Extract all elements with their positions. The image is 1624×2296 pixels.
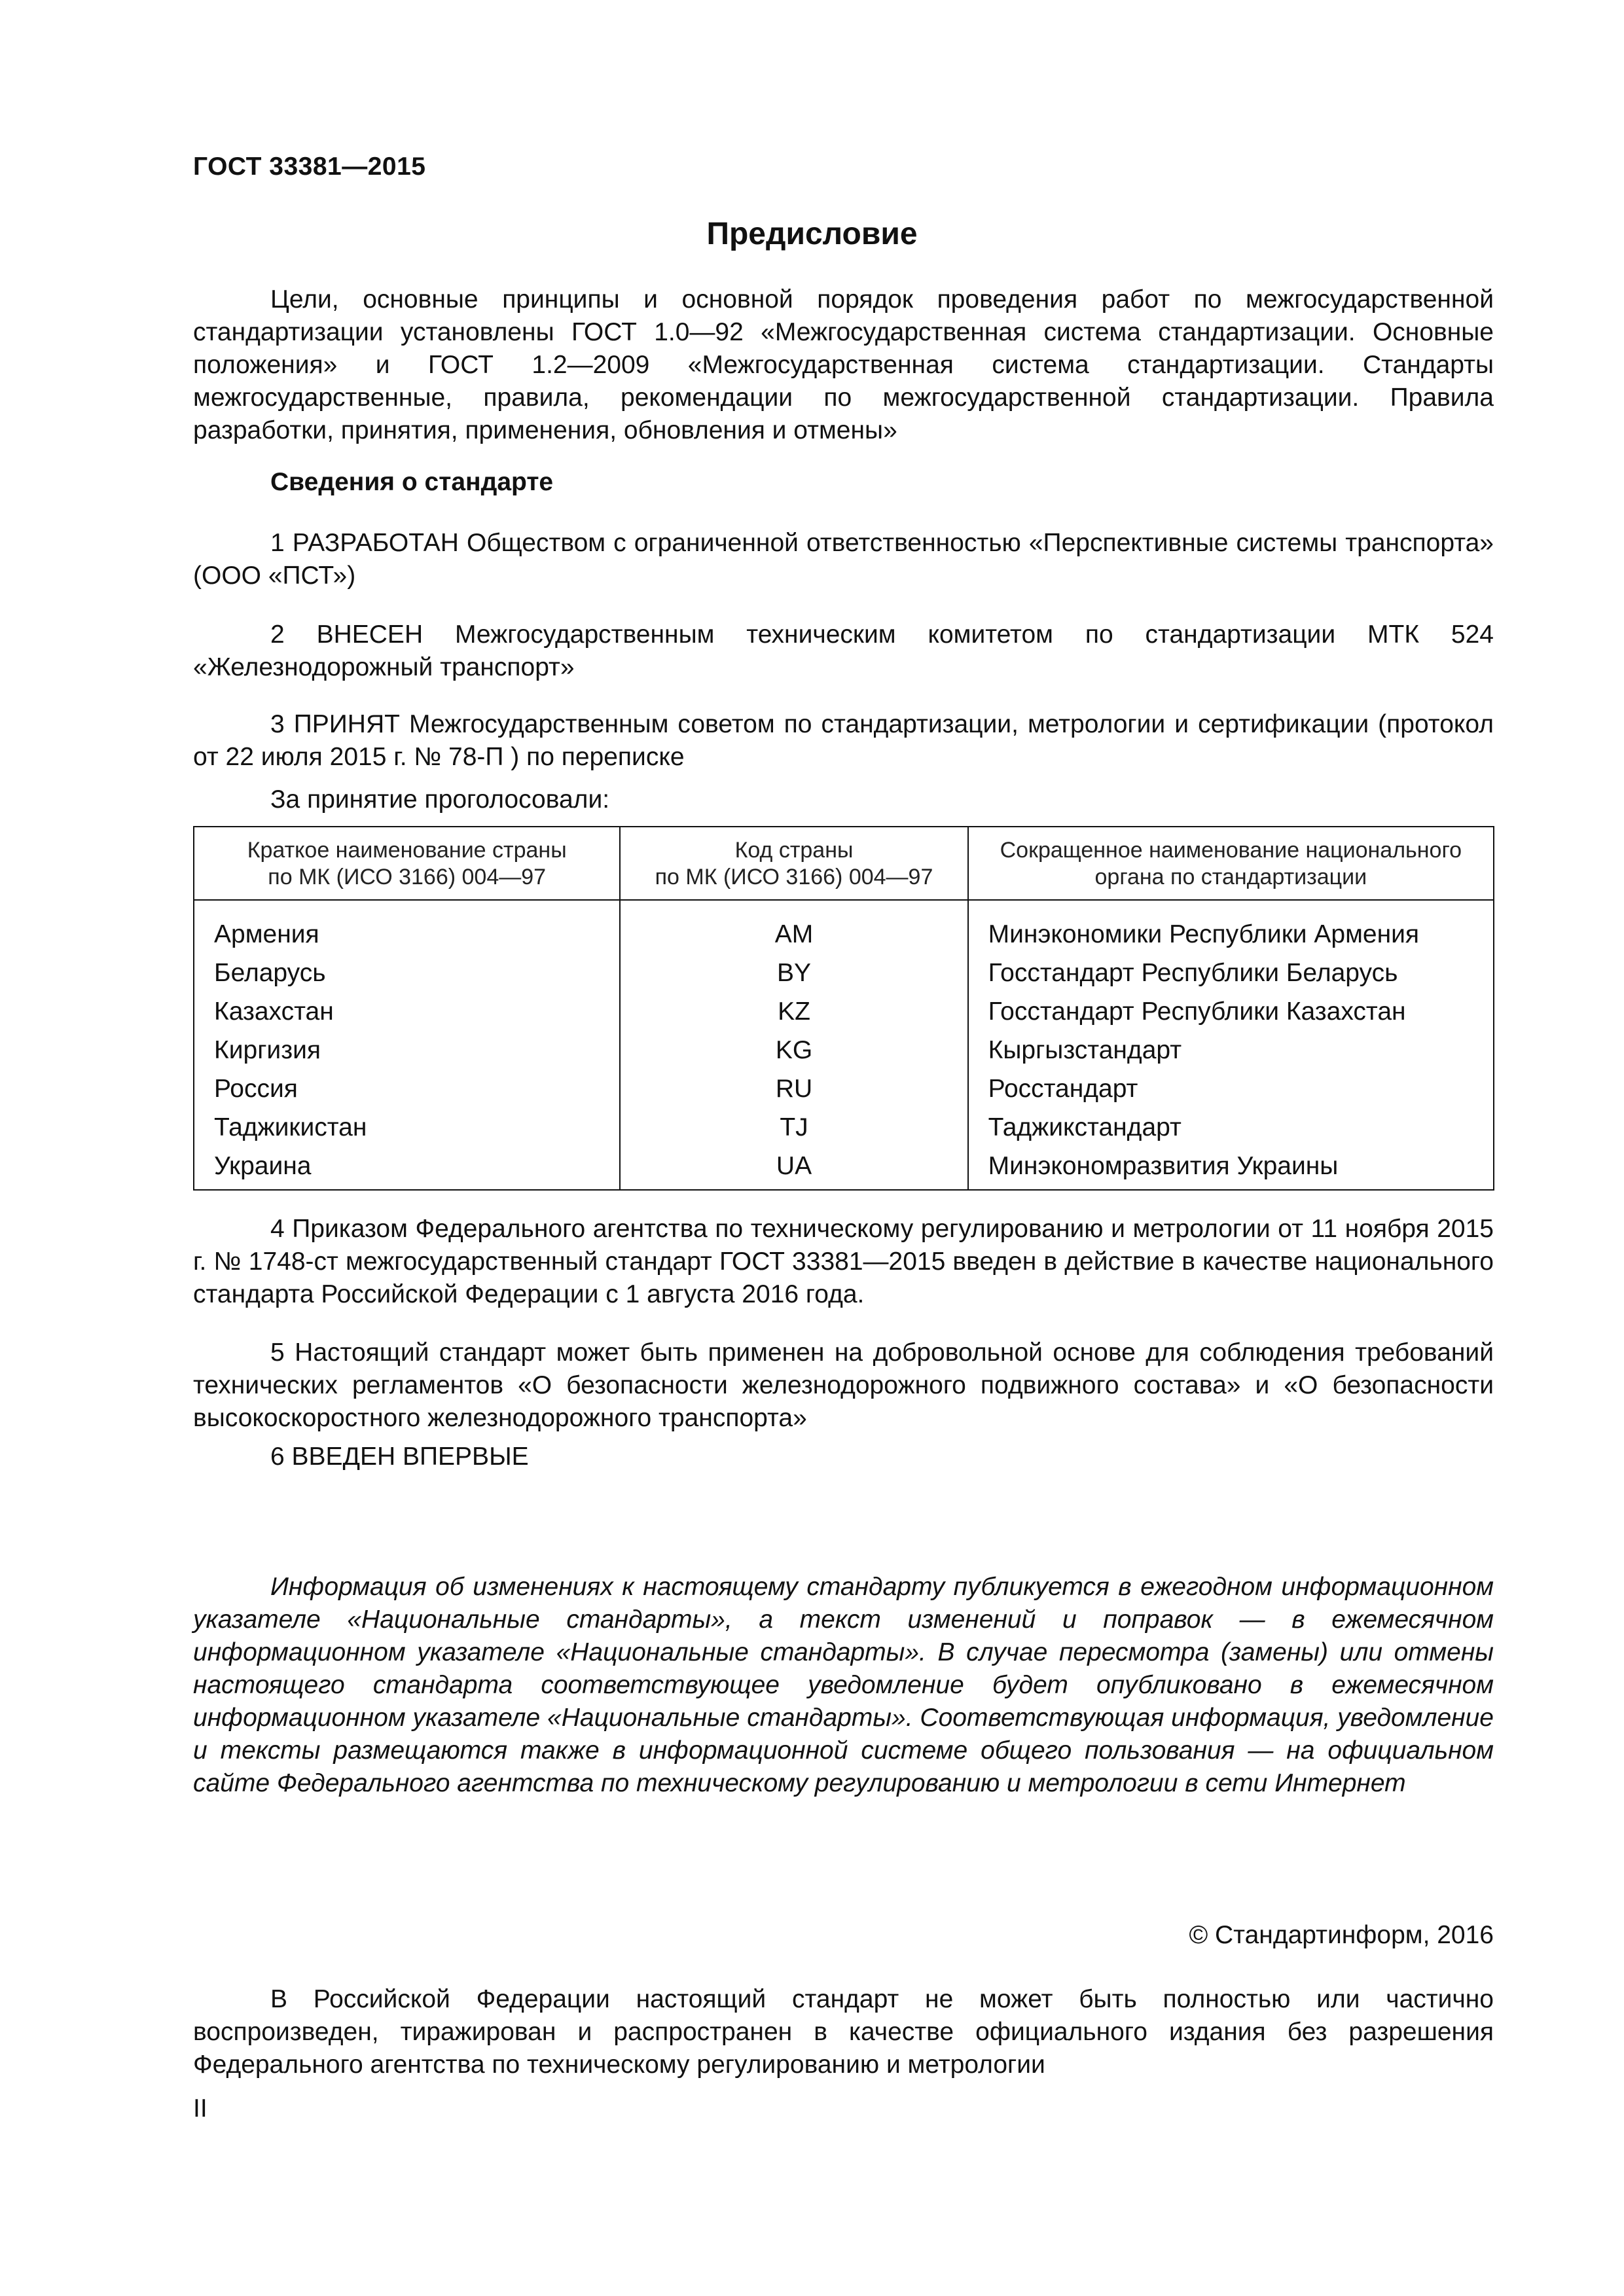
table-row bbox=[194, 954, 1494, 992]
column-header-authority bbox=[968, 827, 1494, 900]
item-6-paragraph bbox=[193, 1441, 1494, 1473]
country-cell: Казахстан bbox=[194, 992, 620, 1031]
item-4-text: 4 Приказом Федерального агентства по техническому регулированию и метрологии от 11 ноября 2015 г. № 1748-ст межгосударственный стандарт ГОСТ 33381—2015 введен в действие в качестве национального стандарта Российской Федерации с 1 августа 2016 года. bbox=[193, 1215, 1494, 1308]
authority-cell: Минэкономики Республики Армения bbox=[968, 900, 1494, 954]
column-header-code bbox=[620, 827, 967, 900]
header-line: органа по стандартизации bbox=[1094, 865, 1367, 889]
table-row bbox=[194, 900, 1494, 954]
table-row bbox=[194, 992, 1494, 1031]
header-line: Краткое наименование страны bbox=[247, 838, 567, 863]
page-number: II bbox=[193, 2094, 208, 2123]
item-3-paragraph bbox=[193, 708, 1494, 774]
column-header-country bbox=[194, 827, 620, 900]
table-row bbox=[194, 1069, 1494, 1108]
authority-cell: Таджикстандарт bbox=[968, 1108, 1494, 1147]
country-cell: Таджикистан bbox=[194, 1108, 620, 1147]
item-4-paragraph bbox=[193, 1213, 1494, 1311]
reproduction-notice-paragraph bbox=[193, 1983, 1494, 2081]
country-cell: Беларусь bbox=[194, 954, 620, 992]
header-line: Сокращенное наименование национального bbox=[1000, 838, 1462, 863]
intro-text: Цели, основные принципы и основной порядок проведения работ по межгосударственной стандартизации установлены ГОСТ 1.0—92 «Межгосударственная система стандартизации. Основные положения» и ГОСТ 1.2—2009 «Межгосударственная система стандартизации. Стандарты межгосударственные, правила, рекомендации по межгосударственной стандартизации. Правила разработки, принятия, применения, обновления и отмены» bbox=[193, 285, 1494, 444]
item-2-paragraph bbox=[193, 619, 1494, 684]
page-title: Предисловие bbox=[706, 217, 918, 251]
table-intro: За принятие проголосовали: bbox=[270, 785, 610, 814]
item-1-text: 1 РАЗРАБОТАН Обществом с ограниченной ответственностью «Перспективные системы транспорта» (ООО «ПСТ») bbox=[193, 529, 1494, 590]
table-row bbox=[194, 1108, 1494, 1147]
header-line: по МК (ИСО 3166) 004—97 bbox=[268, 865, 547, 889]
header-line: по МК (ИСО 3166) 004—97 bbox=[655, 865, 933, 889]
authority-cell: Минэкономразвития Украины bbox=[968, 1147, 1494, 1190]
country-cell: Армения bbox=[194, 900, 620, 954]
code-cell: TJ bbox=[620, 1108, 967, 1147]
changes-notice-text: Информация об изменениях к настоящему стандарту публикуется в ежегодном информационном указателе «Национальные стандарты», а текст изменений и поправок — в ежемесячном информационном указателе «Национальные стандарты». В случае пересмотра (замены) или отмены настоящего стандарта соответствующее уведомление будет опубликовано в ежемесячном информационном указателе «Национальные стандарты». Соответствующая информация, уведомление и тексты размещаются также в информационной системе общего пользования — на официальном сайте Федерального агентства по техническому регулированию и метрологии в сети Интернет bbox=[193, 1573, 1494, 1797]
table-header-row bbox=[194, 827, 1494, 900]
voting-table bbox=[193, 826, 1494, 1191]
code-cell: RU bbox=[620, 1069, 967, 1108]
code-cell: AM bbox=[620, 900, 967, 954]
item-6-text: 6 ВВЕДЕН ВПЕРВЫЕ bbox=[270, 1443, 529, 1471]
code-cell: BY bbox=[620, 954, 967, 992]
table-row bbox=[194, 1147, 1494, 1190]
country-cell: Россия bbox=[194, 1069, 620, 1108]
code-cell: KZ bbox=[620, 992, 967, 1031]
item-5-paragraph bbox=[193, 1336, 1494, 1435]
authority-cell: Госстандарт Республики Беларусь bbox=[968, 954, 1494, 992]
authority-cell: Госстандарт Республики Казахстан bbox=[968, 992, 1494, 1031]
copyright-line: © Стандартинформ, 2016 bbox=[1189, 1921, 1494, 1949]
authority-cell: Росстандарт bbox=[968, 1069, 1494, 1108]
header-line: Код страны bbox=[734, 838, 854, 863]
section-heading: Сведения о стандарте bbox=[270, 468, 554, 496]
reproduction-notice-text: В Российской Федерации настоящий стандарт не может быть полностью или частично воспроизведен, тиражирован и распространен в качестве официального издания без разрешения Федерального агентства по техническому регулированию и метрологии bbox=[193, 1985, 1494, 2079]
country-cell: Киргизия bbox=[194, 1031, 620, 1069]
item-2-text: 2 ВНЕСЕН Межгосударственным техническим комитетом по стандартизации МТК 524 «Железнодорожный транспорт» bbox=[193, 620, 1494, 681]
authority-cell: Кыргызстандарт bbox=[968, 1031, 1494, 1069]
country-cell: Украина bbox=[194, 1147, 620, 1190]
item-3-text: 3 ПРИНЯТ Межгосударственным советом по стандартизации, метрологии и сертификации (протокол от 22 июля 2015 г. № 78-П ) по переписке bbox=[193, 710, 1494, 771]
intro-paragraph bbox=[193, 283, 1494, 447]
code-cell: UA bbox=[620, 1147, 967, 1190]
standard-code-header: ГОСТ 33381—2015 bbox=[193, 152, 426, 181]
code-cell: KG bbox=[620, 1031, 967, 1069]
item-1-paragraph bbox=[193, 527, 1494, 592]
item-5-text: 5 Настоящий стандарт может быть применен на добровольной основе для соблюдения требований технических регламентов «О безопасности железнодорожного подвижного состава» и «О безопасности высокоскоростного железнодорожного транспорта» bbox=[193, 1338, 1494, 1432]
table-row bbox=[194, 1031, 1494, 1069]
changes-notice-paragraph bbox=[193, 1571, 1494, 1800]
